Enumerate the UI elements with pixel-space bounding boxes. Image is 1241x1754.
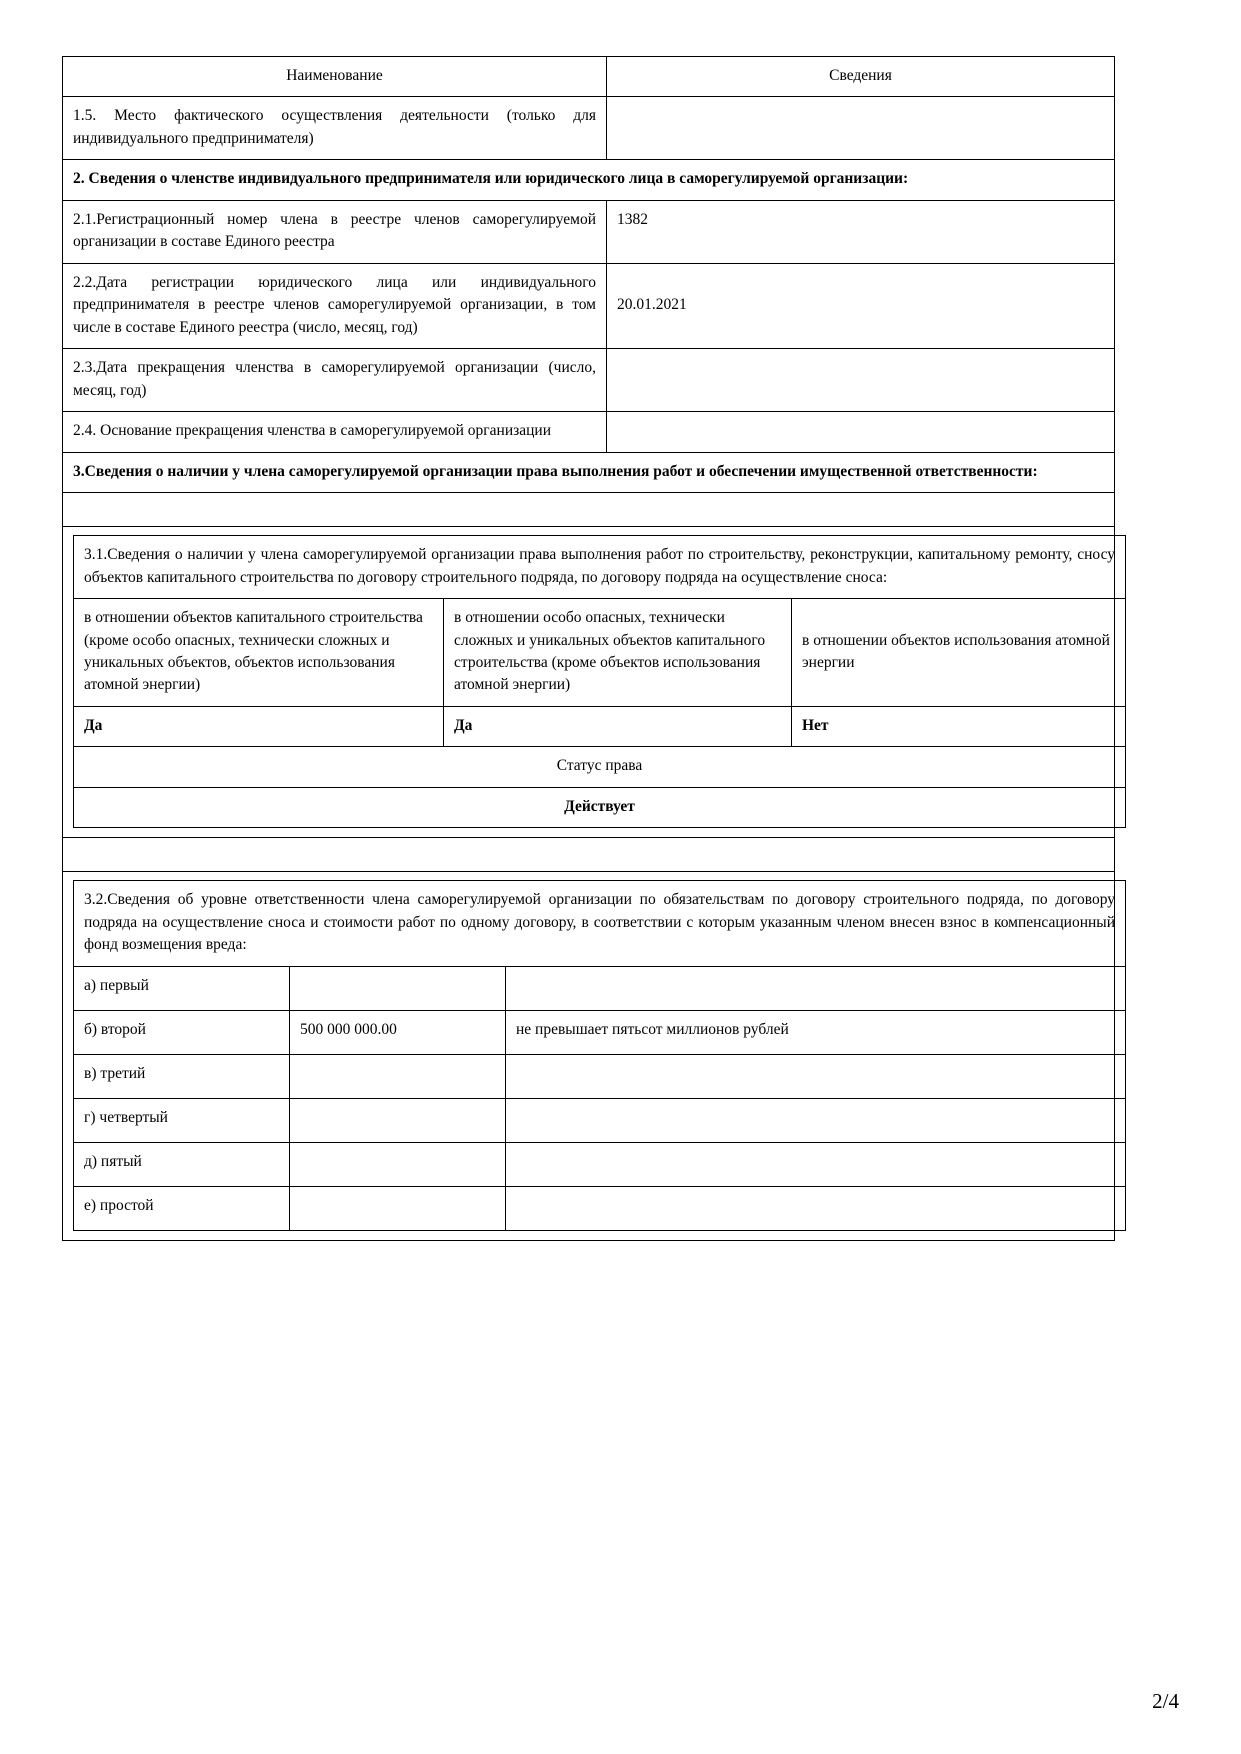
table-row — [74, 881, 1126, 966]
value-ordinary-objects: Да — [74, 706, 444, 746]
spacer-row — [63, 493, 1115, 527]
table-row — [74, 536, 1126, 599]
value-nuclear-objects: Нет — [792, 706, 1126, 746]
level-label-1: а) первый — [74, 966, 290, 1010]
level-label-5: д) пятый — [74, 1142, 290, 1186]
row-label-2-2: 2.2.Дата регистрации юридического лица или индивидуального предпринимателя в реестре членов саморегулируемой организации, в том числе в составе Единого реестра (число, месяц, год) — [63, 263, 607, 348]
header-cell-info: Сведения — [607, 57, 1115, 97]
level-description-2: не превышает пятьсот миллионов рублей — [506, 1010, 1126, 1054]
page-number: 2/4 — [1152, 1689, 1179, 1713]
level-label-3: в) третий — [74, 1054, 290, 1098]
row-value-2-1: 1382 — [607, 200, 1115, 263]
level-description-5 — [506, 1142, 1126, 1186]
column-header-nuclear-objects: в отношении объектов использования атомной энергии — [792, 599, 1126, 707]
block-3-2-cell — [63, 872, 1115, 1240]
row-value-2-4 — [607, 412, 1115, 452]
column-header-hazardous-objects: в отношении особо опасных, технически сложных и уникальных объектов капитального строительства (кроме объектов использования атомной энергии) — [444, 599, 792, 707]
spacer-cell — [63, 493, 1115, 527]
row-label-1-5: 1.5. Место фактического осуществления деятельности (только для индивидуального предпринимателя) — [63, 97, 607, 160]
column-header-ordinary-objects: в отношении объектов капитального строительства (кроме особо опасных, технически сложных и уникальных объектов, объектов использования атомной энергии) — [74, 599, 444, 707]
row-label-3-1: 3.1.Сведения о наличии у члена саморегулируемой организации права выполнения работ по строительству, реконструкции, капитальному ремонту, сносу объектов капитального строительства по договору строительного подряда, по договору подряда на осуществление сноса: — [74, 536, 1126, 599]
level-amount-6 — [290, 1186, 506, 1230]
row-value-2-2: 20.01.2021 — [607, 263, 1115, 348]
row-value-2-3 — [607, 349, 1115, 412]
section-heading-3 — [63, 452, 1115, 492]
table-row — [74, 706, 1126, 746]
row-label-2-1: 2.1.Регистрационный номер члена в реестре членов саморегулируемой организации в составе Единого реестра — [63, 200, 607, 263]
registry-extract-table — [62, 56, 1115, 1241]
level-amount-5 — [290, 1142, 506, 1186]
section-heading-2-text: 2. Сведения о членстве индивидуального предпринимателя или юридического лица в саморегулируемой организации: — [63, 160, 1115, 200]
row-label-2-4: 2.4. Основание прекращения членства в саморегулируемой организации — [63, 412, 607, 452]
block-3-1-cell — [63, 527, 1115, 838]
level-description-3 — [506, 1054, 1126, 1098]
status-value: Действует — [74, 787, 1126, 827]
level-label-2: б) второй — [74, 1010, 290, 1054]
spacer-row — [63, 838, 1115, 872]
level-description-6 — [506, 1186, 1126, 1230]
level-label-6: е) простой — [74, 1186, 290, 1230]
level-amount-3 — [290, 1054, 506, 1098]
section-heading-3-text: 3.Сведения о наличии у члена саморегулируемой организации права выполнения работ и обеспечении имущественной ответственности: — [63, 452, 1115, 492]
table-row — [74, 1186, 1126, 1230]
table-row — [74, 1010, 1126, 1054]
table-header-row — [63, 57, 1115, 97]
table-row — [63, 412, 1115, 452]
table-row — [74, 599, 1126, 707]
status-label: Статус права — [74, 747, 1126, 787]
level-amount-2: 500 000 000.00 — [290, 1010, 506, 1054]
block-3-2 — [63, 872, 1115, 1240]
table-row — [63, 97, 1115, 160]
level-description-4 — [506, 1098, 1126, 1142]
level-description-1 — [506, 966, 1126, 1010]
spacer-cell — [63, 838, 1115, 872]
table-row — [74, 747, 1126, 787]
table-row — [74, 966, 1126, 1010]
table-3-2 — [73, 880, 1126, 1230]
table-row — [63, 349, 1115, 412]
value-hazardous-objects: Да — [444, 706, 792, 746]
section-heading-2 — [63, 160, 1115, 200]
header-cell-name: Наименование — [63, 57, 607, 97]
row-label-2-3: 2.3.Дата прекращения членства в саморегулируемой организации (число, месяц, год) — [63, 349, 607, 412]
table-row — [63, 200, 1115, 263]
level-amount-1 — [290, 966, 506, 1010]
table-row — [74, 787, 1126, 827]
table-3-1 — [73, 535, 1126, 828]
table-row — [74, 1142, 1126, 1186]
level-amount-4 — [290, 1098, 506, 1142]
table-row — [74, 1098, 1126, 1142]
level-label-4: г) четвертый — [74, 1098, 290, 1142]
row-value-1-5 — [607, 97, 1115, 160]
table-row — [74, 1054, 1126, 1098]
block-3-1 — [63, 527, 1115, 838]
table-row — [63, 263, 1115, 348]
row-label-3-2: 3.2.Сведения об уровне ответственности члена саморегулируемой организации по обязательствам по договору строительного подряда, по договору подряда на осуществление сноса и стоимости работ по одному договору, в соответствии с которым указанным членом внесен взнос в компенсационный фонд возмещения вреда: — [74, 881, 1126, 966]
